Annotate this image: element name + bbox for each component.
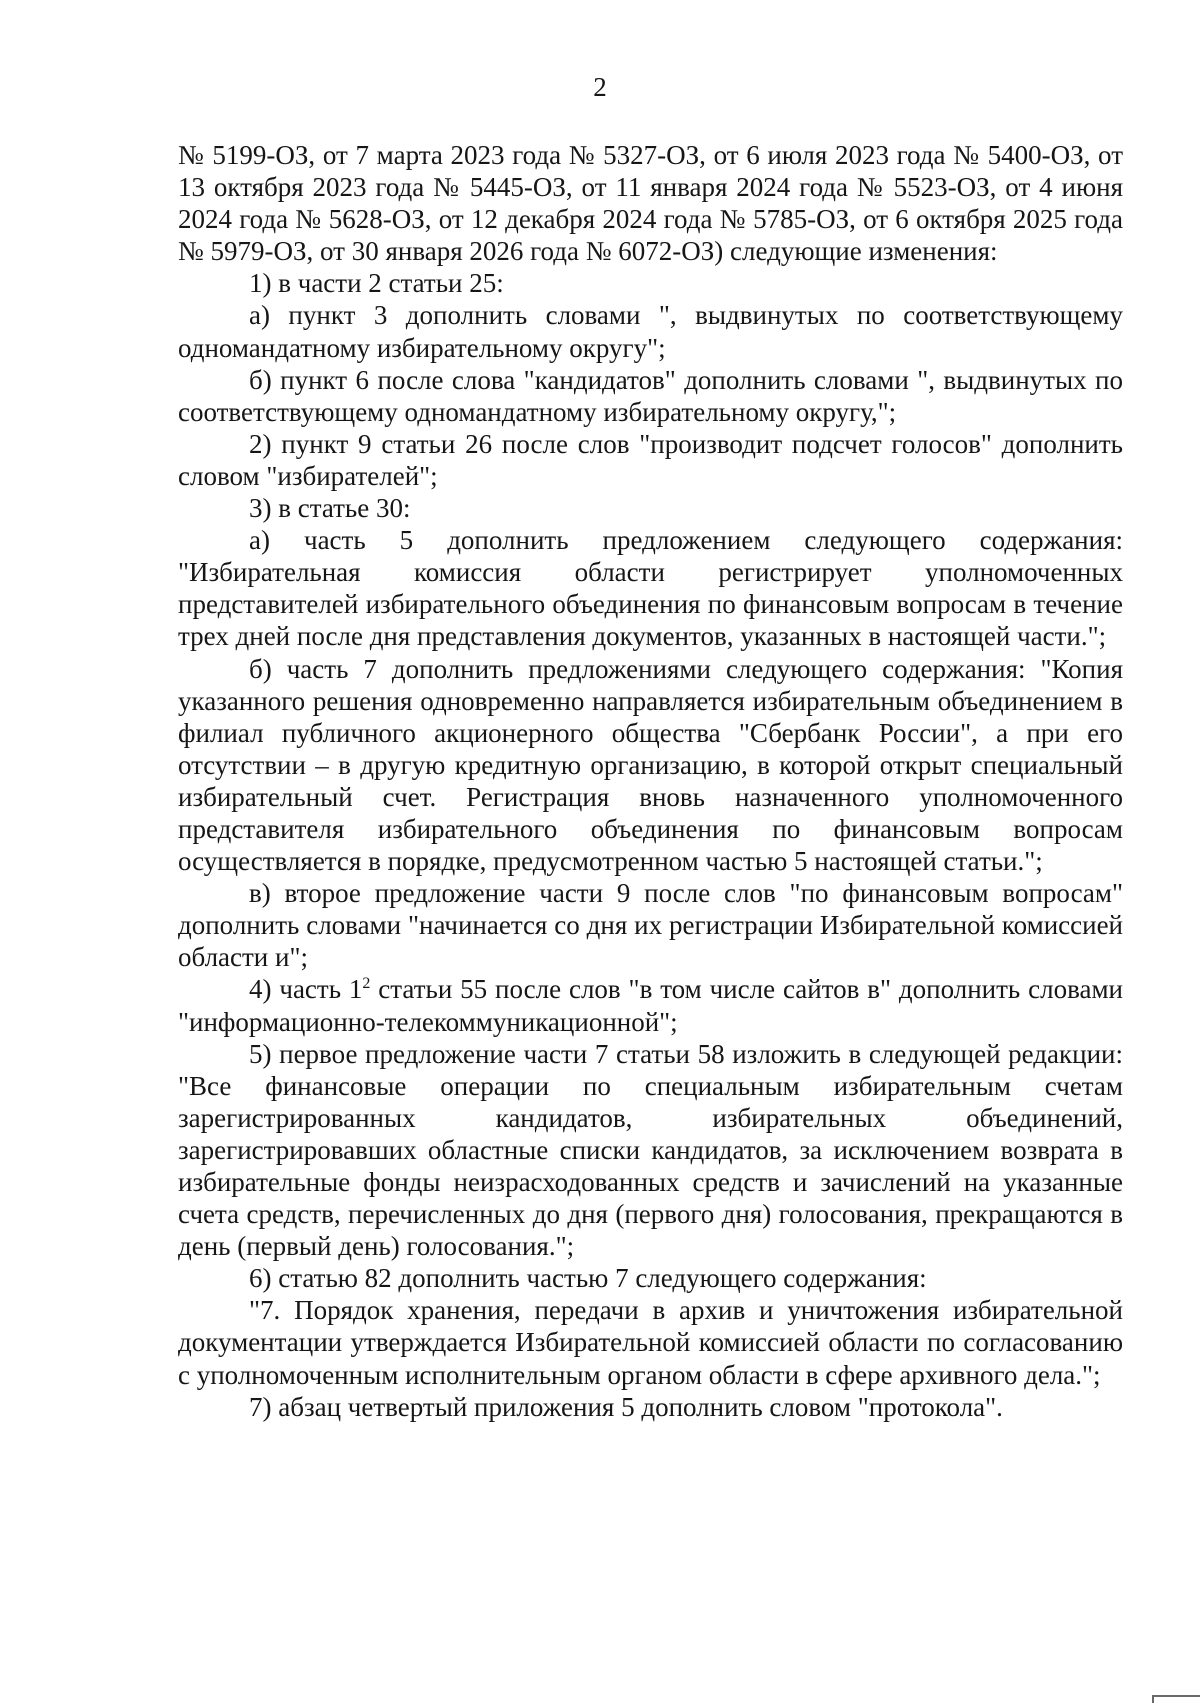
paragraph-intro-continuation: № 5199-ОЗ, от 7 марта 2023 года № 5327-ОЗ, от 6 июля 2023 года № 5400-ОЗ, от 13 октября 2023 года № 5445-ОЗ, от 11 января 2024 года № 5523-ОЗ, от 4 июня 2024 года № 5628-ОЗ, от 12 декабря 2024 года № 5785-ОЗ, от 6 октября 2025 года № 5979-ОЗ, от 30 января 2026 года № 6072-ОЗ) следующие изменения: bbox=[178, 140, 1123, 267]
paragraph-item-1: 1) в части 2 статьи 25: bbox=[249, 268, 504, 299]
paragraph-item-4-start: 4) часть 1 bbox=[249, 974, 363, 1005]
paragraph-item-6: 6) статью 82 дополнить частью 7 следующего содержания: bbox=[249, 1263, 927, 1294]
page-number: 2 bbox=[593, 72, 607, 102]
paragraph-item-5: 5) первое предложение части 7 статьи 58 изложить в следующей редакции: "Все финансовые операции по специальным избирательным счетам зарегистрированных кандидатов, избирательных объединений, зарегистрировавших областные списки кандидатов, за исключением возврата в избирательные фонды неизрасходованных средств и зачислений на указанные счета средств, перечисленных до дня (первого дня) голосования, прекращаются в день (первый день) голосования."; bbox=[178, 1038, 1123, 1262]
paragraph-item-3: 3) в статье 30: bbox=[249, 493, 411, 524]
document-body bbox=[178, 139, 1123, 1423]
paragraph-item-1a: а) пункт 3 дополнить словами ", выдвинутых по соответствующему одномандатному избирательному округу"; bbox=[178, 300, 1123, 363]
paragraph-item-3v: в) второе предложение части 9 после слов "по финансовым вопросам" дополнить словами "начинается со дня их регистрации Избирательной комиссией области и"; bbox=[178, 878, 1123, 973]
paragraph-item-4 bbox=[178, 973, 1123, 1037]
paragraph-item-6-quote: "7. Порядок хранения, передачи в архив и уничтожения избирательной документации утверждается Избирательной комиссией области по согласованию с уполномоченным исполнительным органом области в сфере архивного дела."; bbox=[178, 1295, 1123, 1390]
paragraph-item-3a: а) часть 5 дополнить предложением следующего содержания: "Избирательная комиссия области регистрирует уполномоченных представителей избирательного объединения по финансовым вопросам в течение трех дней после дня представления документов, указанных в настоящей части."; bbox=[178, 525, 1123, 652]
paragraph-item-7: 7) абзац четвертый приложения 5 дополнить словом "протокола". bbox=[249, 1391, 1003, 1422]
paragraph-item-2: 2) пункт 9 статьи 26 после слов "производит подсчет голосов" дополнить словом "избирателей"; bbox=[178, 428, 1123, 491]
paragraph-item-1b: б) пункт 6 после слова "кандидатов" дополнить словами ", выдвинутых по соответствующему одномандатному избирательному округу,"; bbox=[178, 364, 1123, 427]
superscript-index: 2 bbox=[362, 975, 371, 993]
scan-corner-mark bbox=[1152, 1695, 1200, 1703]
paragraph-item-3b: б) часть 7 дополнить предложениями следующего содержания: "Копия указанного решения одновременно направляется избирательным объединением в филиал публичного акционерного общества "Сбербанк России", а при его отсутствии – в другую кредитную организацию, в которой открыт специальный избирательный счет. Регистрация вновь назначенного уполномоченного представителя избирательного объединения по финансовым вопросам осуществляется в порядке, предусмотренном частью 5 настоящей статьи."; bbox=[178, 653, 1123, 877]
paragraph-item-4-rest: статьи 55 после слов "в том числе сайтов в" дополнить словами "информационно-телекоммуникационной"; bbox=[178, 974, 1123, 1037]
